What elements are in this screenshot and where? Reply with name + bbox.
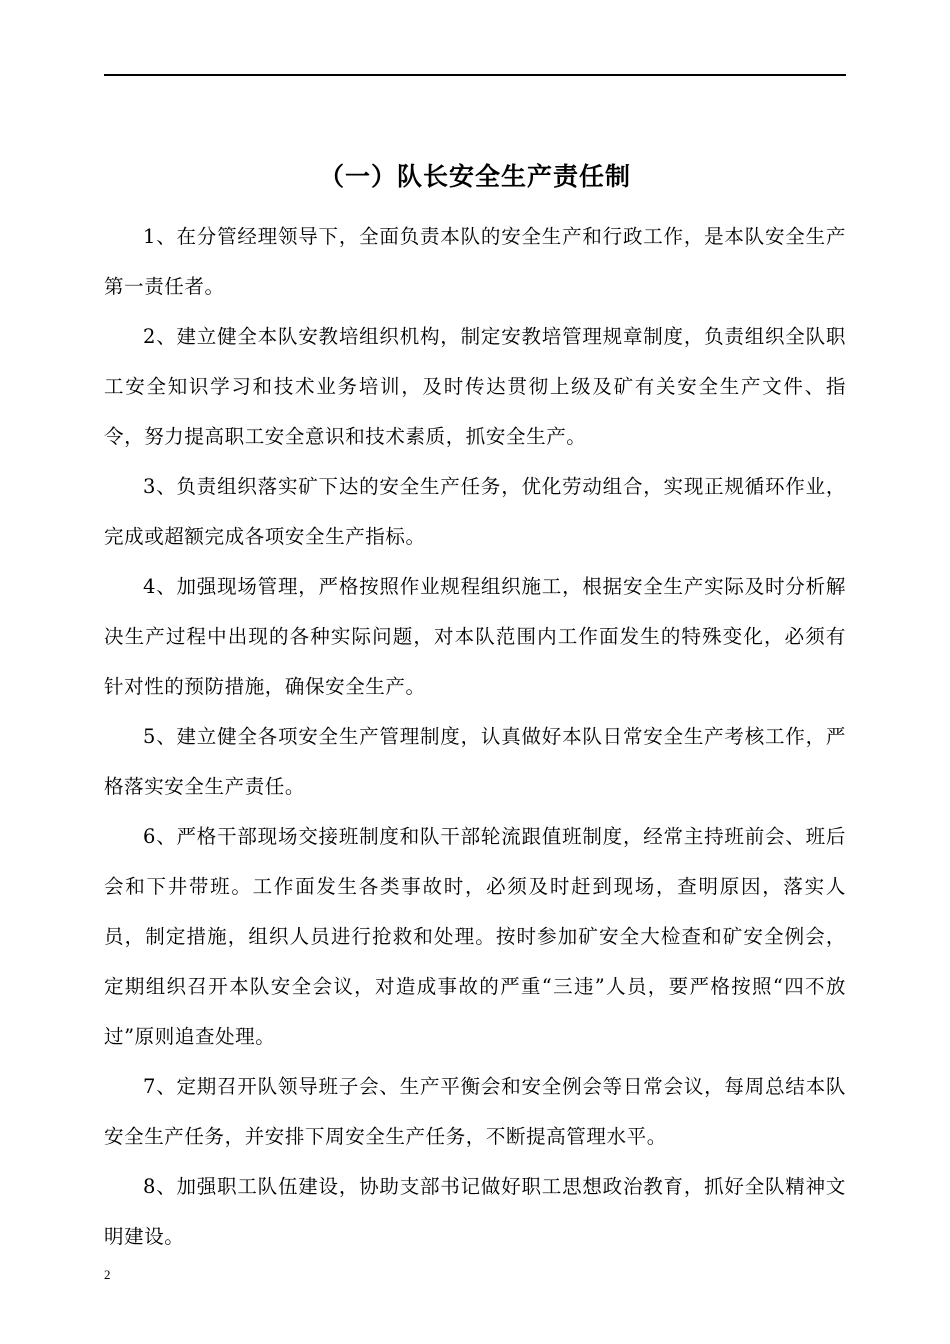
paragraph-5: 5、建立健全各项安全生产管理制度，认真做好本队日常安全生产考核工作，严格落实安全生产责任。 bbox=[104, 725, 846, 798]
paragraph-4: 4、加强现场管理，严格按照作业规程组织施工，根据安全生产实际及时分析解决生产过程中出现的各种实际问题，对本队范围内工作面发生的特殊变化，必须有针对性的预防措施，确保安全生产。 bbox=[104, 575, 846, 698]
paragraph-2: 2、建立健全本队安教培组织机构，制定安教培管理规章制度，负责组织全队职工安全知识学习和技术业务培训，及时传达贯彻上级及矿有关安全生产文件、指令，努力提高职工安全意识和技术素质，抓安全生产。 bbox=[104, 325, 846, 448]
paragraph-7: 7、定期召开队领导班子会、生产平衡会和安全例会等日常会议，每周总结本队安全生产任务，并安排下周安全生产任务，不断提高管理水平。 bbox=[104, 1075, 846, 1148]
header-rule bbox=[104, 74, 846, 76]
paragraph-8: 8、加强职工队伍建设，协助支部书记做好职工思想政治教育，抓好全队精神文明建设。 bbox=[104, 1175, 846, 1248]
paragraph-3: 3、负责组织落实矿下达的安全生产任务，优化劳动组合，实现正规循环作业，完成或超额完成各项安全生产指标。 bbox=[104, 475, 846, 548]
paragraph-6: 6、严格干部现场交接班制度和队干部轮流跟值班制度，经常主持班前会、班后会和下井带班。工作面发生各类事故时，必须及时赶到现场，查明原因，落实人员，制定措施，组织人员进行抢救和处理。按时参加矿安全大检查和矿安全例会，定期组织召开本队安全会议，对造成事故的严重“三违”人员，要严格按照“四不放过”原则追查处理。 bbox=[104, 825, 846, 1048]
document-title: （一）队长安全生产责任制 bbox=[318, 162, 631, 191]
document-body bbox=[104, 150, 846, 1262]
page-number: 2 bbox=[104, 1267, 111, 1282]
paragraph-1: 1、在分管经理领导下，全面负责本队的安全生产和行政工作，是本队安全生产第一责任者。 bbox=[104, 225, 846, 298]
